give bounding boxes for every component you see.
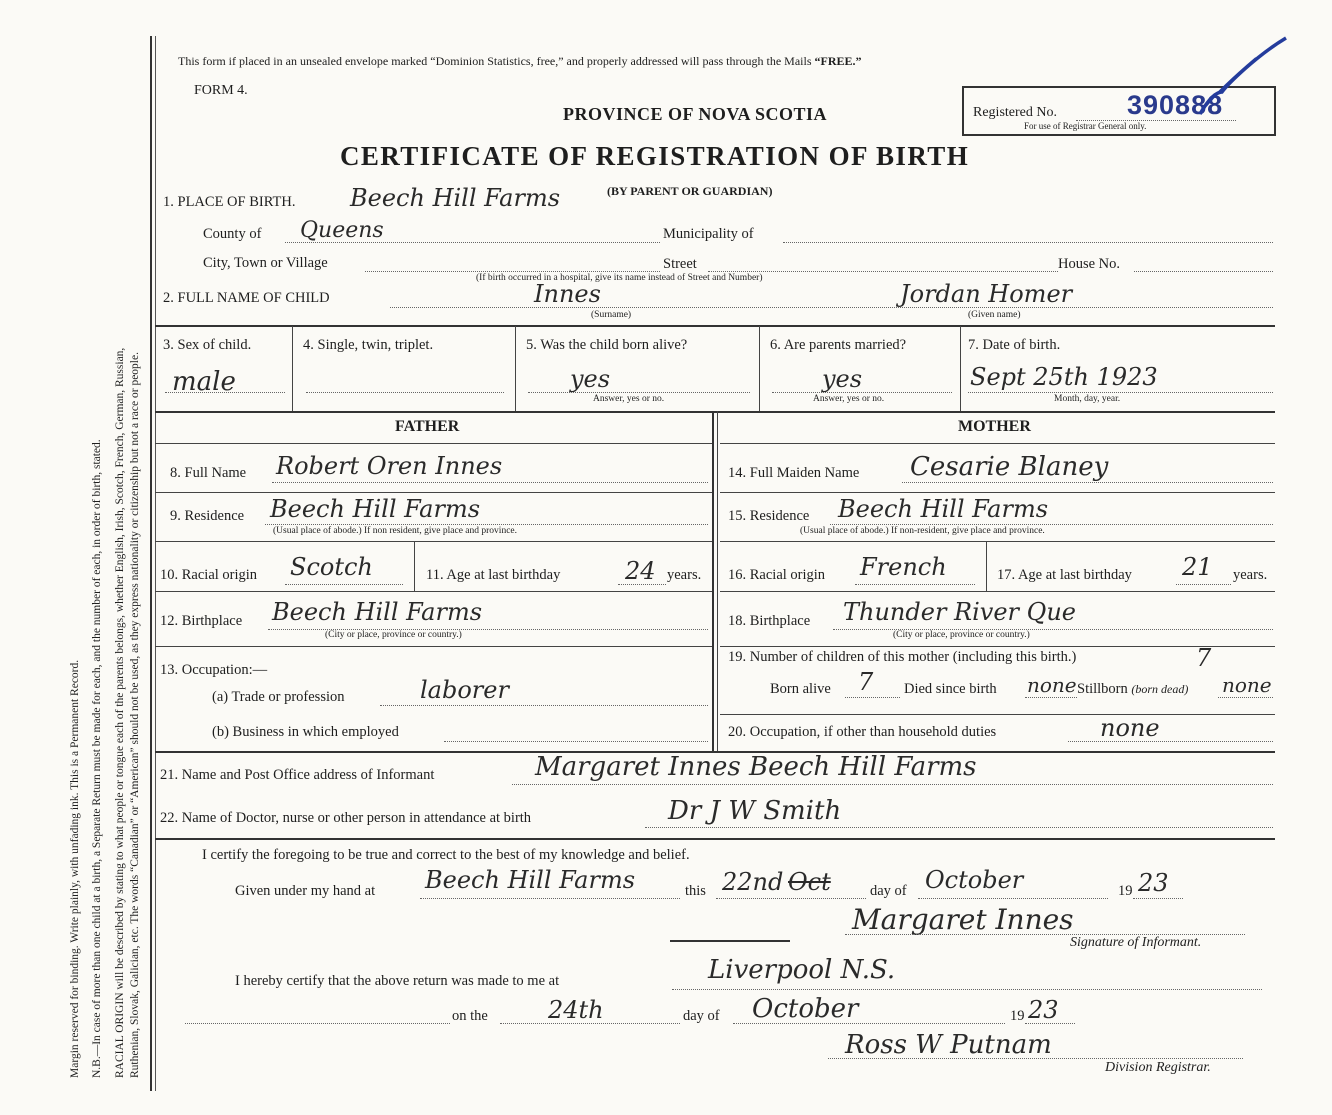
- father-race-value: Scotch: [290, 553, 373, 581]
- city-label: City, Town or Village: [203, 255, 328, 271]
- doctor-value: Dr J W Smith: [668, 796, 842, 826]
- registrar-year-value: 23: [1028, 996, 1059, 1024]
- father-heading: FATHER: [395, 418, 460, 435]
- street-label: Street: [663, 256, 697, 272]
- mother-birthplace-label: 18. Birthplace: [728, 613, 811, 629]
- died-label: Died since birth: [904, 681, 997, 697]
- mother-age-label: 17. Age at last birthday: [997, 567, 1132, 583]
- father-age-unit: years.: [667, 567, 702, 583]
- place-of-birth-label: 1. PLACE OF BIRTH.: [163, 194, 296, 210]
- mother-residence-value: Beech Hill Farms: [838, 495, 1049, 523]
- certify-statement: I certify the foregoing to be true and correct to the best of my knowledge and belief.: [202, 847, 690, 863]
- given-place-value: Beech Hill Farms: [425, 866, 636, 894]
- county-label: County of: [203, 226, 262, 242]
- signature-of-informant-label: Signature of Informant.: [1070, 935, 1202, 950]
- given-note: (Given name): [968, 310, 1021, 320]
- province-heading: PROVINCE OF NOVA SCOTIA: [563, 104, 828, 124]
- trade-value: laborer: [420, 676, 509, 704]
- registered-number: 390888: [1127, 90, 1224, 120]
- mother-birthplace-note: (City or place, province or country.): [893, 630, 1030, 640]
- mother-residence-label: 15. Residence: [728, 508, 810, 524]
- registrar-year-prefix: 19: [1010, 1008, 1025, 1024]
- registrar-signature: Ross W Putnam: [845, 1030, 1052, 1060]
- father-name-value: Robert Oren Innes: [276, 452, 503, 480]
- by-parent-note: (BY PARENT OR GUARDIAN): [607, 184, 773, 198]
- mother-name-value: Cesarie Blaney: [910, 452, 1109, 482]
- sex-label: 3. Sex of child.: [163, 337, 252, 353]
- father-age-value: 24: [625, 557, 656, 585]
- child-surname-value: Innes: [534, 280, 601, 308]
- division-registrar-label: Division Registrar.: [1105, 1060, 1211, 1075]
- stillborn-value: none: [1222, 673, 1272, 697]
- registrar-day-of-label: day of: [683, 1008, 720, 1024]
- children-count-value: 7: [1196, 644, 1212, 672]
- surname-note: (Surname): [591, 310, 632, 320]
- informant-signature: Margaret Innes: [852, 903, 1074, 936]
- date-of-birth-value: Sept 25th 1923: [970, 363, 1158, 391]
- sex-value: male: [172, 367, 236, 397]
- father-residence-note: (Usual place of abode.) If non resident, give place and province.: [273, 526, 517, 536]
- father-residence-label: 9. Residence: [170, 508, 245, 524]
- father-birthplace-label: 12. Birthplace: [160, 613, 243, 629]
- year-prefix: 19: [1118, 883, 1133, 899]
- father-race-label: 10. Racial origin: [160, 567, 258, 583]
- registrar-month-value: October: [752, 994, 859, 1024]
- parents-married-value: yes: [822, 365, 863, 393]
- informant-value: Margaret Innes Beech Hill Farms: [535, 752, 977, 782]
- margin-note-2: N.B.—In case of more than one child at a birth, a Separate Return must be made for each, and the number of each, in order of birth, stated.: [91, 439, 103, 1078]
- struck-word: Oct: [788, 868, 831, 896]
- business-label: (b) Business in which employed: [212, 724, 399, 740]
- margin-note-4: Ruthenian, Slovak, Galician, etc. The words “Canadian” or “American” should not be used, as they express nationality or citizenship but not a race or people.: [129, 352, 141, 1078]
- father-residence-value: Beech Hill Farms: [270, 495, 481, 523]
- mother-race-value: French: [860, 553, 947, 581]
- born-alive-note: Answer, yes or no.: [593, 394, 665, 404]
- date-of-birth-label: 7. Date of birth.: [968, 337, 1061, 353]
- registrar-place-value: Liverpool N.S.: [708, 955, 896, 985]
- place-of-birth-value: Beech Hill Farms: [350, 184, 561, 212]
- mother-race-label: 16. Racial origin: [728, 567, 826, 583]
- registered-label: Registered No.: [973, 105, 1057, 120]
- born-alive-count-value: 7: [858, 668, 874, 696]
- on-the-label: on the: [452, 1008, 488, 1024]
- parents-married-note: Answer, yes or no.: [813, 394, 885, 404]
- born-alive-value: yes: [570, 365, 611, 393]
- stillborn-label: Stillborn (born dead): [1077, 681, 1189, 697]
- form-number: FORM 4.: [194, 83, 248, 98]
- mother-birthplace-value: Thunder River Que: [843, 598, 1076, 626]
- date-of-birth-note: Month, day, year.: [1054, 394, 1121, 404]
- mother-age-unit: years.: [1233, 567, 1268, 583]
- child-name-label: 2. FULL NAME OF CHILD: [163, 290, 330, 306]
- registrar-statement: I hereby certify that the above return was made to me at: [235, 973, 560, 989]
- given-year-value: 23: [1138, 869, 1169, 897]
- margin-note-1: Margin reserved for binding. Write plainly, with unfading ink. This is a Permanent Record.: [69, 659, 81, 1078]
- children-count-label: 19. Number of children of this mother (including this birth.): [728, 649, 1077, 665]
- single-twin-label: 4. Single, twin, triplet.: [303, 337, 434, 353]
- blue-pen-check-mark: [1196, 34, 1292, 120]
- mother-residence-note: (Usual place of abode.) If non-resident, give place and province.: [800, 526, 1045, 536]
- doctor-label: 22. Name of Doctor, nurse or other person in attendance at birth: [160, 810, 532, 826]
- father-occupation-label: 13. Occupation:—: [160, 662, 268, 678]
- child-given-value: Jordan Homer: [900, 280, 1073, 308]
- informant-label: 21. Name and Post Office address of Informant: [160, 767, 435, 783]
- registrar-day-value: 24th: [548, 996, 604, 1024]
- father-birthplace-value: Beech Hill Farms: [272, 598, 483, 626]
- father-name-label: 8. Full Name: [170, 465, 247, 481]
- hospital-note: (If birth occurred in a hospital, give its name instead of Street and Number): [476, 273, 763, 283]
- born-alive-label: 5. Was the child born alive?: [526, 337, 688, 353]
- this-label: this: [685, 883, 706, 899]
- house-label: House No.: [1058, 256, 1121, 272]
- mother-occupation-value: none: [1100, 714, 1160, 742]
- father-birthplace-note: (City or place, province or country.): [325, 630, 462, 640]
- municipality-label: Municipality of: [663, 226, 754, 242]
- certificate-title: CERTIFICATE OF REGISTRATION OF BIRTH: [340, 141, 970, 171]
- mother-age-value: 21: [1182, 553, 1213, 581]
- given-month-value: October: [925, 866, 1024, 894]
- registered-note: For use of Registrar General only.: [1024, 121, 1147, 131]
- trade-label: (a) Trade or profession: [212, 689, 345, 705]
- county-value: Queens: [300, 218, 384, 243]
- mother-name-label: 14. Full Maiden Name: [728, 465, 860, 481]
- given-under-label: Given under my hand at: [235, 883, 376, 899]
- father-age-label: 11. Age at last birthday: [426, 567, 561, 583]
- given-day-value: 22nd: [722, 868, 784, 896]
- born-alive-count-label: Born alive: [770, 681, 831, 697]
- parents-married-label: 6. Are parents married?: [770, 337, 907, 353]
- mother-occupation-label: 20. Occupation, if other than household duties: [728, 724, 997, 740]
- margin-rule: [150, 36, 152, 1091]
- margin-note-3: RACIAL ORIGIN will be described by stating to what people or tongue each of the parents belongs, whether English, Irish, Scotch, French, German, Russian,: [114, 347, 126, 1078]
- day-of-label: day of: [870, 883, 907, 899]
- mother-heading: MOTHER: [958, 418, 1031, 435]
- margin-rule-inner: [155, 36, 156, 1091]
- postal-notice: This form if placed in an unsealed envelope marked “Dominion Statistics, free,” and properly addressed will pass through the Mails “FREE.”: [178, 54, 862, 68]
- died-value: none: [1027, 673, 1077, 697]
